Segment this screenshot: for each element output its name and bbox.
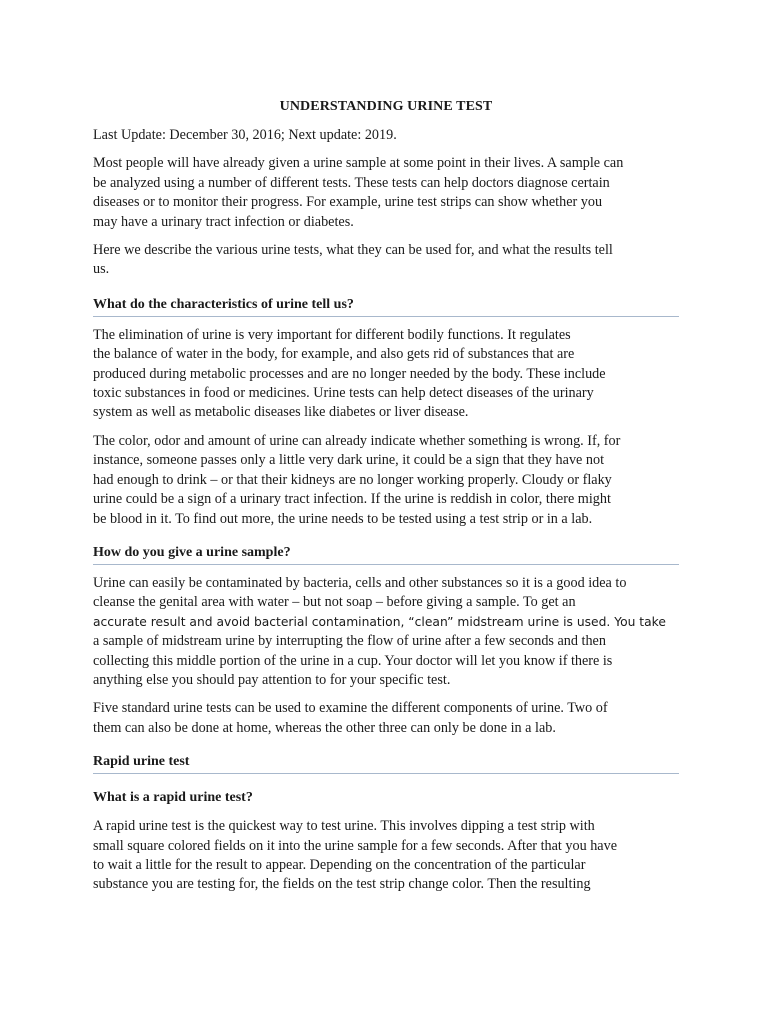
text-line: A rapid urine test is the quickest way to test urine. This involves dipping a test strip with	[93, 818, 595, 835]
document-page	[93, 99, 679, 904]
text-line: may have a urinary tract infection or diabetes.	[93, 213, 354, 230]
text-line: accurate result and avoid bacterial contamination, “clean” midstream urine is used. You take	[93, 614, 666, 629]
text-line: Here we describe the various urine tests, what they can be used for, and what the results tell	[93, 242, 613, 259]
text-line: small square colored fields on it into the urine sample for a few seconds. After that you have	[93, 837, 617, 854]
text-line: Most people will have already given a urine sample at some point in their lives. A sample can	[93, 155, 624, 172]
text-line: anything else you should pay attention to for your specific test.	[93, 671, 451, 688]
text-line: had enough to drink – or that their kidneys are no longer working properly. Cloudy or flaky	[93, 471, 612, 488]
text-line: Urine can easily be contaminated by bacteria, cells and other substances so it is a good idea to	[93, 574, 627, 591]
text-line: be blood in it. To find out more, the urine needs to be tested using a test strip or in a lab.	[93, 510, 593, 527]
text-line: urine could be a sign of a urinary tract infection. If the urine is reddish in color, there might	[93, 491, 611, 508]
update-line: Last Update: December 30, 2016; Next update: 2019.	[93, 127, 397, 143]
text-line: diseases or to monitor their progress. For example, urine test strips can show whether you	[93, 194, 603, 211]
text-line: system as well as metabolic diseases like diabetes or liver disease.	[93, 404, 469, 421]
text-line: a sample of midstream urine by interrupting the flow of urine after a few seconds and then	[93, 633, 606, 650]
subheading-what-is-rapid-test: What is a rapid urine test?	[93, 790, 253, 806]
rapid-test-paragraph	[93, 817, 679, 895]
text-line: the balance of water in the body, for example, and also gets rid of substances that are	[93, 346, 575, 363]
characteristics-paragraph-1	[93, 326, 679, 423]
text-line: cleanse the genital area with water – but not soap – before giving a sample. To get an	[93, 594, 576, 611]
text-line: instance, someone passes only a little very dark urine, it could be a sign that they have not	[93, 452, 605, 469]
text-line: toxic substances in food or medicines. Urine tests can help detect diseases of the urinary	[93, 385, 594, 402]
text-line: be analyzed using a number of different tests. These tests can help doctors diagnose certain	[93, 174, 610, 191]
intro-paragraph	[93, 154, 679, 232]
section-heading-sample: How do you give a urine sample?	[93, 545, 679, 565]
section-heading-rapid-test: Rapid urine test	[93, 754, 679, 774]
text-line: substance you are testing for, the fields on the test strip change color. Then the resulting	[93, 876, 591, 893]
section-heading-characteristics: What do the characteristics of urine tell us?	[93, 297, 679, 317]
text-line: The elimination of urine is very important for different bodily functions. It regulates	[93, 326, 571, 343]
text-line: Five standard urine tests can be used to examine the different components of urine. Two of	[93, 700, 608, 717]
sample-paragraph-2	[93, 699, 679, 738]
text-line: them can also be done at home, whereas the other three can only be done in a lab.	[93, 719, 556, 736]
text-line: collecting this middle portion of the urine in a cup. Your doctor will let you know if there is	[93, 652, 613, 669]
text-line: The color, odor and amount of urine can already indicate whether something is wrong. If, for	[93, 432, 621, 449]
characteristics-paragraph-2	[93, 432, 679, 529]
text-line: produced during metabolic processes and are no longer needed by the body. These include	[93, 365, 606, 382]
sample-paragraph-1	[93, 574, 679, 690]
text-line: us.	[93, 261, 110, 278]
describe-paragraph	[93, 241, 679, 280]
text-line: to wait a little for the result to appear. Depending on the concentration of the particular	[93, 856, 586, 873]
document-title: UNDERSTANDING URINE TEST	[279, 99, 493, 114]
